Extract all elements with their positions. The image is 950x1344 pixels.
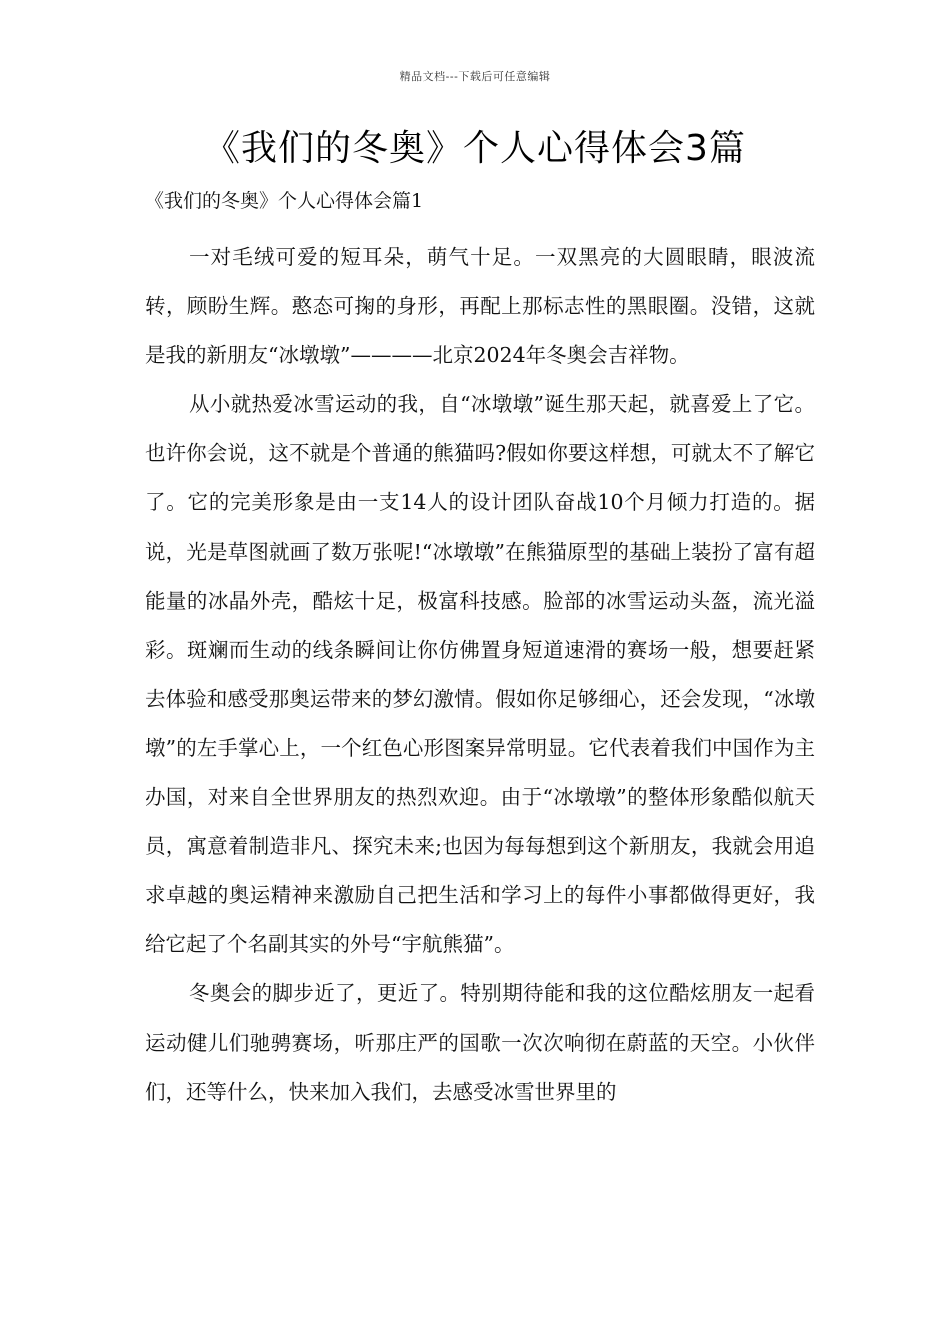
body-text [145,233,815,1117]
paragraph: 冬奥会的脚步近了，更近了。特别期待能和我的这位酷炫朋友一起看运动健儿们驰骋赛场，听那庄严的国歌一次次响彻在蔚蓝的天空。小伙伴们，还等什么，快来加入我们，去感受冰雪世界里的 [145,981,815,1104]
header-note: 精品文档---下载后可任意编辑 [399,70,551,83]
paragraph: 一对毛绒可爱的短耳朵，萌气十足。一双黑亮的大圆眼睛，眼波流转，顾盼生辉。憨态可掬的身形，再配上那标志性的黑眼圈。没错，这就是我的新朋友“冰墩墩”————北京2024年冬奥会吉祥物。 [145,245,815,368]
section-heading: 《我们的冬奥》个人心得体会篇1 [145,190,424,212]
paragraph: 从小就热爱冰雪运动的我，自“冰墩墩”诞生那天起，就喜爱上了它。也许你会说，这不就是个普通的熊猫吗?假如你要这样想，可就太不了解它了。它的完美形象是由一支14人的设计团队奋战10个月倾力打造的。据说，光是草图就画了数万张呢!“冰墩墩”在熊猫原型的基础上装扮了富有超能量的冰晶外壳，酷炫十足，极富科技感。脸部的冰雪运动头盔，流光溢彩。斑斓而生动的线条瞬间让你仿佛置身短道速滑的赛场一般，想要赶紧去体验和感受那奥运带来的梦幻激情。假如你足够细心，还会发现，“冰墩墩”的左手掌心上，一个红色心形图案异常明显。它代表着我们中国作为主办国，对来自全世界朋友的热烈欢迎。由于“冰墩墩”的整体形象酷似航天员，寓意着制造非凡、探究未来;也因为每每想到这个新朋友，我就会用追求卓越的奥运精神来激励自己把生活和学习上的每件小事都做得更好，我给它起了个名副其实的外号“宇航熊猫”。 [145,392,815,957]
document-title: 《我们的冬奥》个人心得体会3篇 [204,128,746,169]
